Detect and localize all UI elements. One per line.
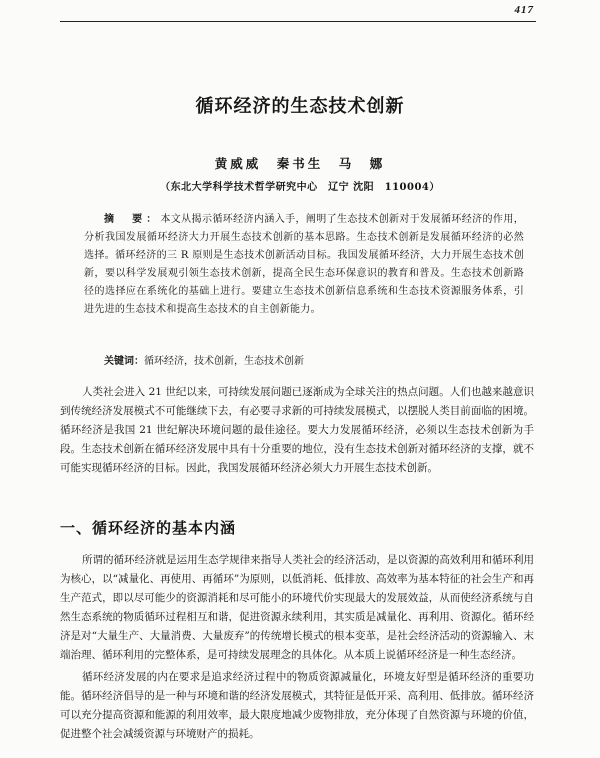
keywords <box>104 353 524 371</box>
abstract-label: 摘 要： <box>104 214 161 225</box>
page-number: 417 <box>514 4 534 16</box>
keywords-label: 关键词： <box>104 356 144 367</box>
section-heading: 一、循环经济的基本内涵 <box>60 519 237 537</box>
abstract <box>84 211 524 319</box>
section1-paragraph-2: 循环经济发展的内在要求是追求经济过程中的物质资源减量化，环境友好型是循环经济的重要功能。循环经济倡导的是一种与环境和谐的经济发展模式，其特征是低开采、高利用、低排放。循环经济可以充分提高资源和能源的利用效率，最大限度地减少废物排放，充分体现了自然资源与环境的价值，促进整个社会减缓资源与环境财产的损耗。 <box>60 671 534 740</box>
section1-paragraph-1: 所谓的循环经济就是运用生态学规律来指导人类社会的经济活动，是以资源的高效利用和循环利用为核心，以“减量化、再使用、再循环”为原则，以低消耗、低排放、高效率为基本特征的社会生产和再生产范式，即以尽可能少的资源消耗和尽可能小的环境代价实现最大的发展效益，从而使经济系统与自然生态系统的物质循环过程相互和谐，促进资源永续利用，其实质是减量化、再利用、资源化。循环经济是对“大量生产、大量消费、大量废弃”的传统增长模式的根本变革，是社会经济活动的资源输入、末端治理、循环利用的完整体系，是可持续发展理念的具体化。从本质上说循环经济是一种生态经济。 <box>60 554 534 661</box>
keywords-text: 循环经济，技术创新，生态技术创新 <box>144 356 304 367</box>
authors: 黄威威 秦书生 马 娜 <box>214 156 386 171</box>
affiliation: （东北大学科学技术哲学研究中心 辽宁 沈阳 110004） <box>160 182 440 193</box>
intro-paragraph: 人类社会进入 21 世纪以来，可持续发展问题已逐渐成为全球关注的热点问题。人们也越来越意识到传统经济发展模式不可能继续下去，有必要寻求新的可持续发展模式，以摆脱人类目前面临的困境。循环经济是我国 21 世纪解决环境问题的最佳途径。要大力发展循环经济，必须以生态技术创新为手段。生态技术创新在循环经济发展中具有十分重要的地位，没有生态技术创新对循环经济的支撑，就不可能实现循环经济的目标。因此，我国发展循环经济必须大力开展生态技术创新。 <box>60 386 534 474</box>
header-rule <box>60 21 536 22</box>
article-title: 循环经济的生态技术创新 <box>195 96 405 117</box>
abstract-text: 本文从揭示循环经济内涵入手，阐明了生态技术创新对于发展循环经济的作用，分析我国发展循环经济大力开展生态技术创新的基本思路。生态技术创新是发展循环经济的必然选择。循环经济的三 R 原则是生态技术创新活动目标。我国发展循环经济，大力开展生态技术创新，要以科学发展观引领生态技术创新，提高全民生态环保意识的教育和普及。生态技术创新路径的选择应在系统化的基础上进行。要建立生态技术创新信息系统和生态技术资源服务体系，引进先进的生态技术和提高生态技术的自主创新能力。 <box>84 214 525 315</box>
